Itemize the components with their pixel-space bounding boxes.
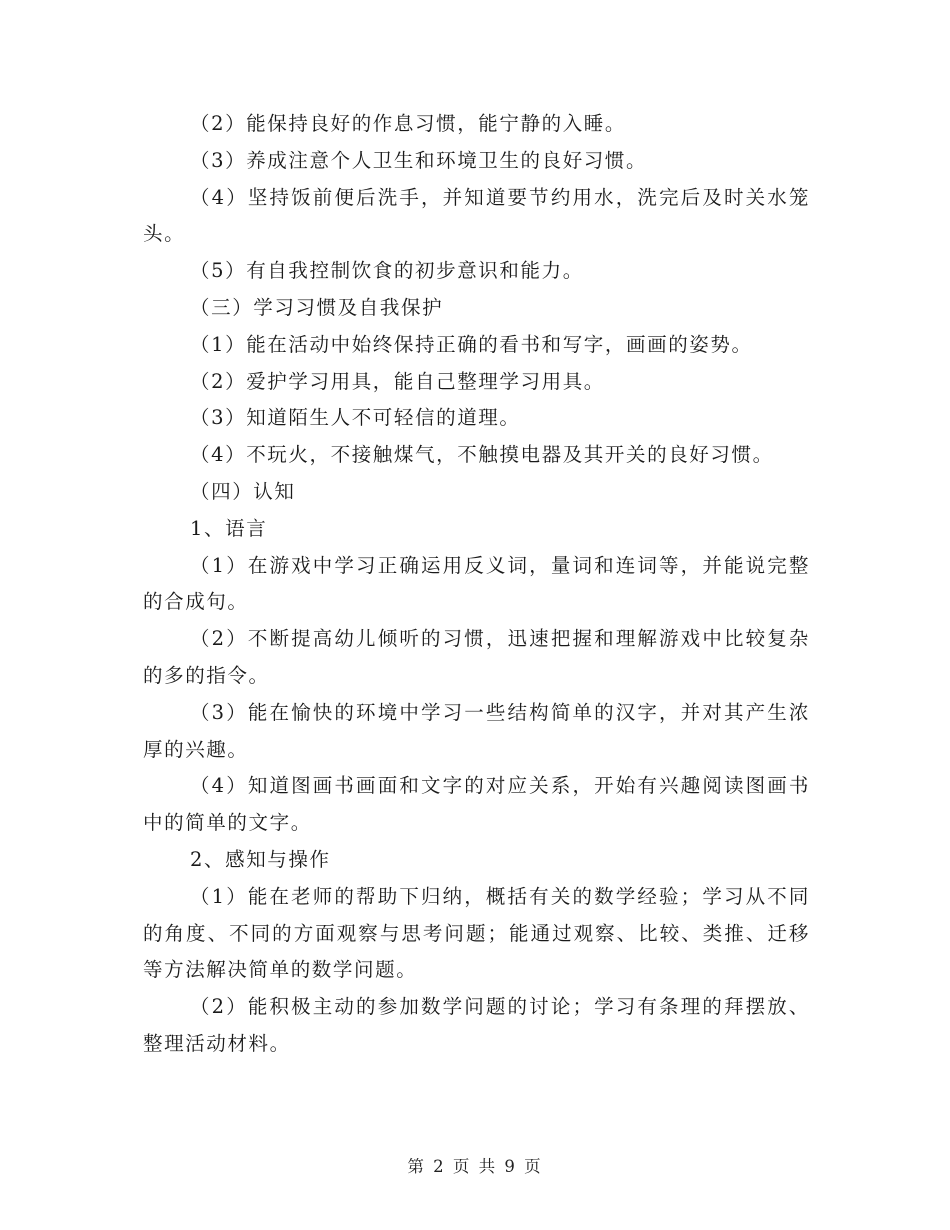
paragraph: （1）能在活动中始终保持正确的看书和写字，画画的姿势。 bbox=[190, 332, 753, 356]
document-body bbox=[143, 106, 810, 1063]
section-heading: （三）学习习惯及自我保护 bbox=[190, 295, 444, 319]
paragraph: （4）不玩火，不接触煤气，不触摸电器及其开关的良好习惯。 bbox=[190, 443, 774, 467]
paragraph: （1）在游戏中学习正确运用反义词，量词和连词等，并能说完整的合成句。 bbox=[143, 553, 810, 614]
paragraph: （2）能保持良好的作息习惯，能宁静的入睡。 bbox=[190, 112, 627, 135]
paragraph: （2）能积极主动的参加数学问题的讨论；学习有条理的拜摆放、整理活动材料。 bbox=[143, 995, 810, 1055]
paragraph: （5）有自我控制饮食的初步意识和能力。 bbox=[190, 259, 584, 283]
paragraph: （3）能在愉快的环境中学习一些结构简单的汉字，并对其产生浓厚的兴趣。 bbox=[143, 700, 810, 761]
page-number-footer: 第 2 页 共 9 页 bbox=[407, 1157, 543, 1176]
paragraph: （2）不断提高幼儿倾听的习惯，迅速把握和理解游戏中比较复杂的多的指令。 bbox=[143, 627, 810, 687]
paragraph: （3）知道陌生人不可轻信的道理。 bbox=[190, 406, 521, 430]
paragraph: （1）能在老师的帮助下归纳，概括有关的数学经验；学习从不同的角度、不同的方面观察与思考问题；能通过观察、比较、类推、迁移等方法解决简单的数学问题。 bbox=[143, 884, 810, 982]
section-heading: （四）认知 bbox=[190, 479, 296, 503]
paragraph: （4）坚持饭前便后洗手，并知道要节约用水，洗完后及时关水笼头。 bbox=[143, 185, 810, 246]
paragraph: （4）知道图画书画面和文字的对应关系，开始有兴趣阅读图画书中的简单的文字。 bbox=[143, 774, 810, 835]
subsection-heading: 2、感知与操作 bbox=[190, 847, 331, 871]
subsection-heading: 1、语言 bbox=[190, 516, 268, 540]
paragraph: （2）爱护学习用具，能自己整理学习用具。 bbox=[190, 369, 605, 393]
paragraph: （3）养成注意个人卫生和环境卫生的良好习惯。 bbox=[190, 148, 648, 172]
